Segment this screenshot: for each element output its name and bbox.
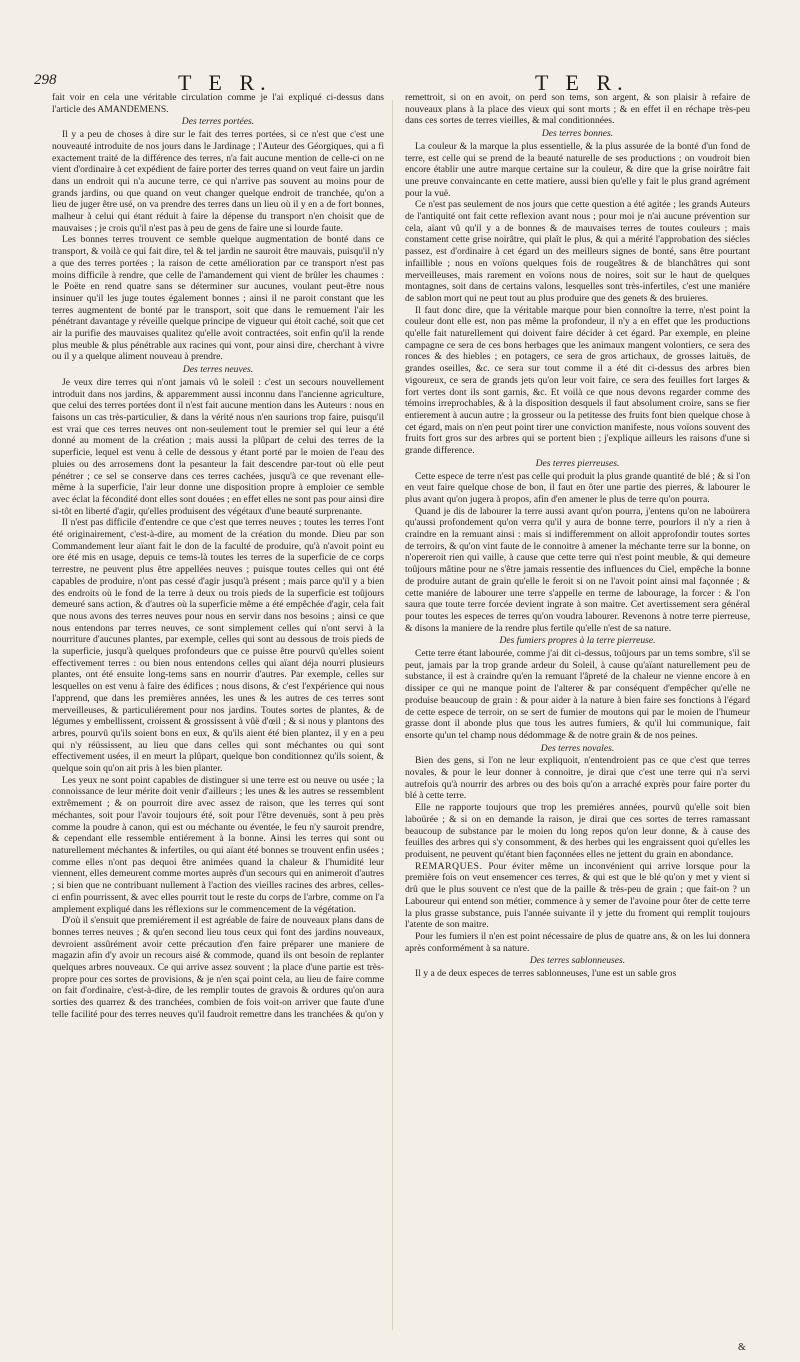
- running-head-left: T E R.: [178, 70, 272, 95]
- remarks-paragraph: [405, 861, 750, 931]
- remarks-label: REMARQUES.: [415, 860, 483, 872]
- paragraph: Cette terre étant labourée, comme j'ai dit ci-dessus, toûjours par un tems sombre, s'il se peut, jamais par la trop grande ardeur du Soleil, à cause qu'aïant naturellement peu de substance, il est à craindre qu'en la remuant l'âpreté de la chaleur ne vienne encore à en dissiper ce qui ne manque point de l'alterer & par conséquent d'empêcher qu'elle ne produise beaucoup de grain : & pour aider à la nature à bien faire ses fonctions à l'égard de cette espece de terroir, on se sert de fumier de moutons qui par le moien de l'humeur grasse dont il abonde plus que tous les autres fumiers, & qu'il lui communique, fait ensorte qu'un tel champ nous dédommage & de notre grain & de nos peines.: [405, 648, 750, 741]
- paragraph: Ce n'est pas seulement de nos jours que cette question a été agitée ; les grands Auteurs de l'antiquité ont fait cette reflexion avant nous ; pour moi je n'ai aucune prévention sur cela, aïant vû qu'il y a de bonnes & de mauvaises terres de toutes couleurs ; mais constament cette grise noirâtre, qui plaît le plus, & qui a mérité l'approbation des siécles passez, est d'ordinaire à cet égard un des meilleurs signes de bonté, sans être pourtant infaillible ; nous en voïons quelques fois de rougeâtres & de blanchâtres qui sont merveilleuses, mais rarement en voïons nous de noires, soit sur le haut de quelques montagnes, soit dans de certains valons, lesquelles sont très-infertiles, c'est une maniére de sablon mort qui ne peut tout au plus produire que des genets & des bruieres.: [405, 199, 750, 304]
- section-heading: Des fumiers propres à la terre pierreuse.: [499, 635, 656, 647]
- paragraph: Je veux dire terres qui n'ont jamais vû le soleil : c'est un secours nouvellement introduit dans nos jardins, & apparemment aussi inconnu dans l'ancienne agriculture, que celui des terres portées dont il n'est fait aucune mention dans les Auteurs : nous en faisons un cas très-particulier, & dans la vérité nous n'en saurions trop faire, puisqu'il est vrai que ces terres neuves ont non-seulement tout le premier sel qui leur a été donné au moment de la création ; mais aussi la plûpart de celui des terres de la superficie, lequel est venu à celle de dessous y étant porté par le moien de l'eau des pluies ou des arrosemens dont la pesanteur la fait descendre par-tout où elle peut pénétrer ; ce sel se conserve dans ces terres cachées, jusqu'à ce que revenant elle-même à la superficie, l'air leur donne une disposition propre à emploier ce semble avec éclat la fécondité dont elles sont douées ; en effet elles ne sont pas pour ainsi dire si-tôt en liberté d'agir, qu'elles produisent des végétaux d'une beauté surprenante.: [52, 376, 384, 517]
- paragraph: Les yeux ne sont point capables de distinguer si une terre est ou neuve ou usée ; la connoissance de leur mérite doit venir d'ailleurs ; les unes & les autres se ressemblent extrêmement ; & on pourroit dire avec assez de raison, que les terres qui sont méchantes, soit pour l'avoir toujours été, soit pour l'être devenuës, sont à peu près comme la poudre à canon, qui est ou méchante ou éventée, le feu n'y sauroit prendre, & cependant elle ressemble entiérement à la bonne. Ainsi les terres qui sont ou naturellement méchantes & infertiles, ou qui aïant été bonnes se trouvent enfin usées ; comme elles n'ont pas dequoi être animées quand la chaleur & l'humidité leur viennent, elles demeurent comme mortes auprès d'un secours qui en animeroit d'autres ; si bien que ne contribuant nullement à l'action des vieilles racines des arbres, celles-ci enfin pourrissent, & avec elles pourrit tout le reste du corps de l'arbre, comme on l'a amplement expliqué dans les réflexions sur le commencement de la végétation.: [52, 774, 384, 915]
- paragraph: remettroit, si on en avoit, on perd son tems, son argent, & son plaisir à refaire de nouveaux plans à la place des vieux qui sont morts ; & en effet il en réchape très-peu dans ces sortes de terres vieilles, & mal conditionnées.: [405, 92, 750, 127]
- paragraph: Bien des gens, si l'on ne leur expliquoit, n'entendroient pas ce que c'est que terres novales, & pour le leur donner à connoitre, je dirai que c'est une terre qui n'a servi autrefois qu'à nourrir des arbres ou des bois qu'on a arraché exprès pour faire porter du blé à cette terre.: [405, 755, 750, 802]
- running-head-right: T E R.: [535, 70, 629, 95]
- paragraph: D'où il s'ensuit que premiérement il est agréable de faire de nouveaux plans dans de bonnes terres neuves ; & qu'en second lieu tous ceux qui font des jardins nouveaux, devroient assûrément avoir cette précaution d'en faire préparer une maniere de magazin afin d'y avoir un recours aisé & commode, quand ils ont besoin de replanter quelques arbres nouveaux. Ce qui arrive assez souvent ; la place d'une partie est très-propre pour ces sortes de provisions, & je n'en sçai point cela, au lieu de faire comme on fait d'ordinaire, c'est-à-dire, de les remplir toutes de gravois & ordures qu'on aura sorties des quarrez & des tranchées, combien de fois voit-on arriver que faute d'une telle facilité pour des terres neuves qu'il faudroit remettre dans les tranchées & qu'on y: [52, 915, 384, 1020]
- section-heading: Des terres novales.: [540, 742, 615, 754]
- section-heading: Des terres sablonneuses.: [529, 955, 626, 967]
- column-divider: [392, 100, 393, 1330]
- paragraph: Elle ne rapporte toujours que trop les premiéres années, pourvû qu'elle soit bien laboürée ; & si on en demande la raison, je dirai que ces sortes de terres ramassant beaucoup de substance par le moien du long repos qu'on leur donne, & à cause des feuilles des arbres qui s'y consomment, & des herbes qui les engraissent quoi qu'elles les produisent, ne peuvent qu'étant bien façonnées elles ne jettent du grain en abondance.: [405, 802, 750, 860]
- paragraph: Il n'est pas difficile d'entendre ce que c'est que terres neuves ; toutes les terres l'ont été originairement, c'est-à-dire, au moment de la création du monde. Dieu par son Commandement leur aïant fait le don de la faculté de produire, qu'à n'avoit point eu ore été mis en usage, depuis ce tems-là toutes les terres de la superficie de ce corps terrestre, ne peuvent plus être appellées neuves ; puisque toutes celles qui ont été capables de produire, n'ont pas cessé d'agir jusqu'à présent ; mais parce qu'il y a bien des endroits où le fond de la terre à deux ou trois pieds de la superficie est toûjours demeuré sans action, & d'autres où la superficie même a été empêchée d'agir, cela fait que nous avons des terres neuves pour nous en servir dans nos besoins ; ainsi ce que nous entendons par terres neuves, ce sont simplement celles qui n'ont servi à la nourriture d'aucunes plantes, par exemple, celles qui sont au dessous de trois pieds de la superficie, jusqu'à quelques profondeurs que ce puisse être pourvû qu'elles soient effectivement terres : ou bien nous entendons celles qui aïant déja nourri plusieurs plantes, ont été ensuite long-tems sans en nourrir d'autres. Par exemple, celles sur lesquelles on est venu à faire des édifices ; nous disons, & c'est l'expérience qui nous l'apprend, que dans les premières années, les unes & les autres de ces terres sont merveilleuses, & particuliérement pour nos jardins. Toutes sortes de plantes, & de légumes y embellissent, croissent & grossissent à vûë d'œil ; & si nous y plantons des arbres, pourvû qu'ils soient bons en eux, & qu'ils aient été bien plantez, il y en a peu qui n'y réüssissent, au lieu que dans celles qui sont méchantes ou qui sont effectivement usées, il en meurt la plûpart, quelque bon conditionnez qu'ils soient, & quelque soin qu'on ait pris à les bien planter.: [52, 517, 384, 775]
- section-heading: Des terres portées.: [181, 116, 255, 128]
- section-heading: Des terres pierreuses.: [535, 457, 620, 469]
- paragraph: fait voir en cela une véritable circulation comme je l'ai expliqué ci-dessus dans l'article des AMANDEMENS.: [52, 92, 384, 115]
- right-column: [405, 92, 750, 980]
- section-heading: Des terres neuves.: [182, 364, 254, 376]
- paragraph: Il y a peu de choses à dire sur le fait des terres portées, si ce n'est que c'est une nouveauté introduite de nos jours dans le Jardinage ; l'Auteur des Géorgiques, qui a fi exactement traité de la différence des terres, n'a fait aucune mention de celle-ci on ne vient d'ordinaire à cet expédient de faire porter des terres quand on veut faire un jardin dans un endroit qui n'a aucune terre, ce qui n'arrive pas souvent au moins pour de grands jardins, ou que quand on veut changer quelque endroit de tranchée, qu'on a lieu de juger être usé, on va prendre des terres dans un lieu où il y en a de fort bonnes, malheur à celui qui étant réduit à faire la dépense du transport n'en choisit que de mauvaises ; je crois qu'il n'est pas à peu de gens de faire une si lourde faute.: [52, 129, 384, 234]
- section-heading: Des terres bonnes.: [541, 128, 614, 140]
- remarks-text: Pour éviter même un inconvénient qui arrive lorsque pour la première fois on veut ensemencer ces terres, & qui est que le blé qu'on y met y vient si drû que le plus souvent ce n'est que de la paille & très-peu de grain ; que fait-on ? un Laboureur qui entend son métier, commence à y semer de l'avoine pour ôter de cette terre la plus grasse substance, puis l'année suivante il y jette du froment qui remplit toujours l'atente de son maitre.: [405, 860, 750, 931]
- paragraph: Cette espece de terre n'est pas celle qui produit la plus grande quantité de blé ; & si l'on en veut faire quelque chose de bon, il faut en ôter une partie des pierres, & labourer le plus avant qu'on jugera à propos, afin d'en amener le plus de terre qu'on pourra.: [405, 470, 750, 505]
- paragraph: La couleur & la marque la plus essentielle, & la plus assurée de la bonté d'un fond de terre, est celle qui se prend de la beauté naturelle de ses productions ; on voudroit bien encore établir une autre marque certaine sur la couleur, & dire que la grise noirâtre fait une preuve convaincante en cette matiere, aussi bien qu'elle y fait le plus grand agrément pour la vuë.: [405, 140, 750, 199]
- paragraph: Pour les fumiers il n'en est point nécessaire de plus de quatre ans, & on les lui donnera après conformément à sa nature.: [405, 930, 750, 954]
- left-column: [52, 92, 384, 1021]
- paragraph: Il faut donc dire, que la véritable marque pour bien connoître la terre, n'est point la couleur dont elle est, non pas même la profondeur, il n'y a en effet que les productions qu'elle fait naturellement qui doivent faire décider à cet égard. Par exemple, en pleine campagne ce sera de ces bons herbages que les animaux mangent volontiers, ce sera des ronces & des hiebles ; en potagers, ce sera de gros artichaux, de grosses laituës, de grandes oseilles, &c. ce sera sur tout comme il a été dit ci-dessus des arbres bien vigoureux, ce sera de grands jets qu'on leur voit faire, ce sera des feuilles fort larges & fort vertes dont ils sont garnis, &c. Et voilà ce que nous devons regarder comme des témoins irreprochables, & à la disposition desquels il faut absolument croire, sans se fier entierement à aucun autre ; la grosseur ou la petitesse des fruits font bien quelque chose à cet égard, mais on n'en peut point tirer une conviction manifeste, nous voïons souvent des fruits fort gros sur des arbres qui se portent bien ; j'explique ailleurs les raisons d'une si grande difference.: [405, 304, 750, 457]
- paragraph: Il y a de deux especes de terres sablonneuses, l'une est un sable gros: [415, 968, 677, 980]
- paragraph: Quand je dis de labourer la terre aussi avant qu'on pourra, j'entens qu'on ne laboürera qu'aussi profondement qu'on verra qu'il y aura de bonne terre, pourlors il n'y a rien à craindre en la remuant ainsi : mais si indifferemment on alloit approfondir toutes sortes de terroirs, & qu'on vint faute de le connoitre à amener la méchante terre sur la bonne, on n'opereroit rien qui vaille, à cause que cette terre qui n'est point meuble, & qui demeure toûjours mâtine pour ne s'être jamais ressentie des influences du Ciel, empêche la bonne de produire autant de grain qu'elle le feroit si on ne l'avoit point ainsi mal façonnée ; & cette maniére de labourer une terre s'appelle en terme de labourage, la forcer : & l'on saura que toute terre forcée devient ingrate à son maitre. Cet avertissement sera général pour toutes les especes de terres qu'on voudra labourer. Revenons à notre terre pierreuse, & disons la maniere de la rendre plus fertile qu'elle n'est de sa nature.: [405, 505, 750, 634]
- paragraph: Les bonnes terres trouvent ce semble quelque augmentation de bonté dans ce transport, & voilà ce qui fait dire, tel & tel jardin ne sauroit être mauvais, puisqu'il n'y a que des terres portées ; la raison de cette amélioration par ce transport n'est pas moins difficile à rendre, que celle de l'amandement qui vient de brûler les chaumes : le Poëte en rend quatre sans se déterminer sur aucunes, voulant peut-être nous insinuer qu'il les juge toutes également bonnes ; ainsi il ne paroit constant que les terres augmentent de bonté par le transport, soit que dans le remuement l'air les pénétrant davantage y réveille quelque principe de vigueur qui étoit caché, soit que cet air la purifie des mauvaises qualitez qu'elle avoit contractées, soit enfin qu'il la rende plus meuble & plus pénétrable aux racines qui vont, pour ainsi dire, cherchant à vivre ou il y a quelque aliment nouveau à prendre.: [52, 234, 384, 363]
- catchword: &: [738, 1342, 746, 1353]
- page-number: 298: [34, 72, 57, 88]
